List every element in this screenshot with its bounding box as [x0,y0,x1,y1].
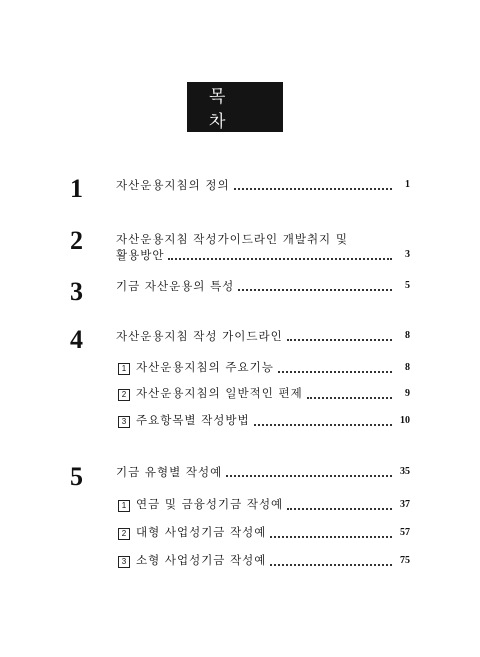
sub-index-box: 3 [118,416,130,428]
section-number-3: 3 [70,277,83,306]
toc-title: 목 차 [187,82,283,132]
toc-subentry-5-3[interactable] [118,553,410,568]
dot-leader [234,188,392,190]
toc-entry-4[interactable] [116,329,410,343]
toc-subentry-5-2[interactable] [118,525,410,540]
toc-page-number: 35 [400,466,410,477]
sub-index-box: 1 [118,500,130,512]
toc-page-number: 37 [400,499,410,510]
sub-index-box: 3 [118,556,130,568]
subentry-text: 소형 사업성기금 작성예 [136,553,267,567]
dot-leader [278,371,392,373]
dot-leader [270,564,392,566]
subentry-text: 주요항목별 작성방법 [136,413,250,427]
toc-entry-2-line1[interactable]: 자산운용지침 작성가이드라인 개발취지 및 [116,232,348,246]
toc-page-number: 10 [400,415,410,426]
toc-entry-2[interactable] [116,248,410,262]
dot-leader [168,258,392,260]
toc-subentry-label [118,386,303,401]
toc-entry-label: 활용방안 [116,248,165,262]
toc-entry-label: 기금 자산운용의 특성 [116,279,235,293]
toc-subentry-5-1[interactable] [118,497,410,512]
subentry-text: 연금 및 금융성기금 작성예 [136,497,284,511]
section-number-1: 1 [70,174,83,203]
toc-subentry-label [118,360,274,375]
toc-entry-5[interactable] [116,465,410,479]
dot-leader [226,475,392,477]
toc-subentry-4-3[interactable] [118,413,410,428]
sub-index-box: 1 [118,363,130,375]
toc-entry-label: 자산운용지침 작성 가이드라인 [116,329,283,343]
section-number-5: 5 [70,462,83,491]
section-number-2: 2 [70,226,83,255]
dot-leader [307,397,392,399]
dot-leader [254,424,392,426]
dot-leader [287,339,392,341]
toc-entry-3[interactable] [116,279,410,293]
toc-page-number: 57 [400,527,410,538]
toc-subentry-4-1[interactable] [118,360,410,375]
section-number-4: 4 [70,325,83,354]
toc-page-number: 1 [405,179,410,190]
sub-index-box: 2 [118,389,130,401]
toc-subentry-label [118,553,266,568]
toc-subentry-label [118,413,250,428]
toc-page-number: 5 [405,280,410,291]
toc-entry-label: 기금 유형별 작성예 [116,465,223,479]
toc-page-number: 75 [400,555,410,566]
subentry-text: 자산운용지침의 주요기능 [136,360,274,374]
toc-entry-label: 자산운용지침의 정의 [116,178,230,192]
dot-leader [287,508,392,510]
toc-page-number: 8 [405,330,410,341]
sub-index-box: 2 [118,528,130,540]
subentry-text: 대형 사업성기금 작성예 [136,525,267,539]
dot-leader [270,536,392,538]
toc-entry-1[interactable] [116,178,410,192]
toc-subentry-label [118,525,266,540]
toc-page-number: 8 [405,362,410,373]
toc-subentry-4-2[interactable] [118,386,410,401]
toc-subentry-label [118,497,283,512]
subentry-text: 자산운용지침의 일반적인 편제 [136,386,303,400]
toc-page-number: 3 [405,249,410,260]
toc-page-number: 9 [405,388,410,399]
dot-leader [238,289,392,291]
